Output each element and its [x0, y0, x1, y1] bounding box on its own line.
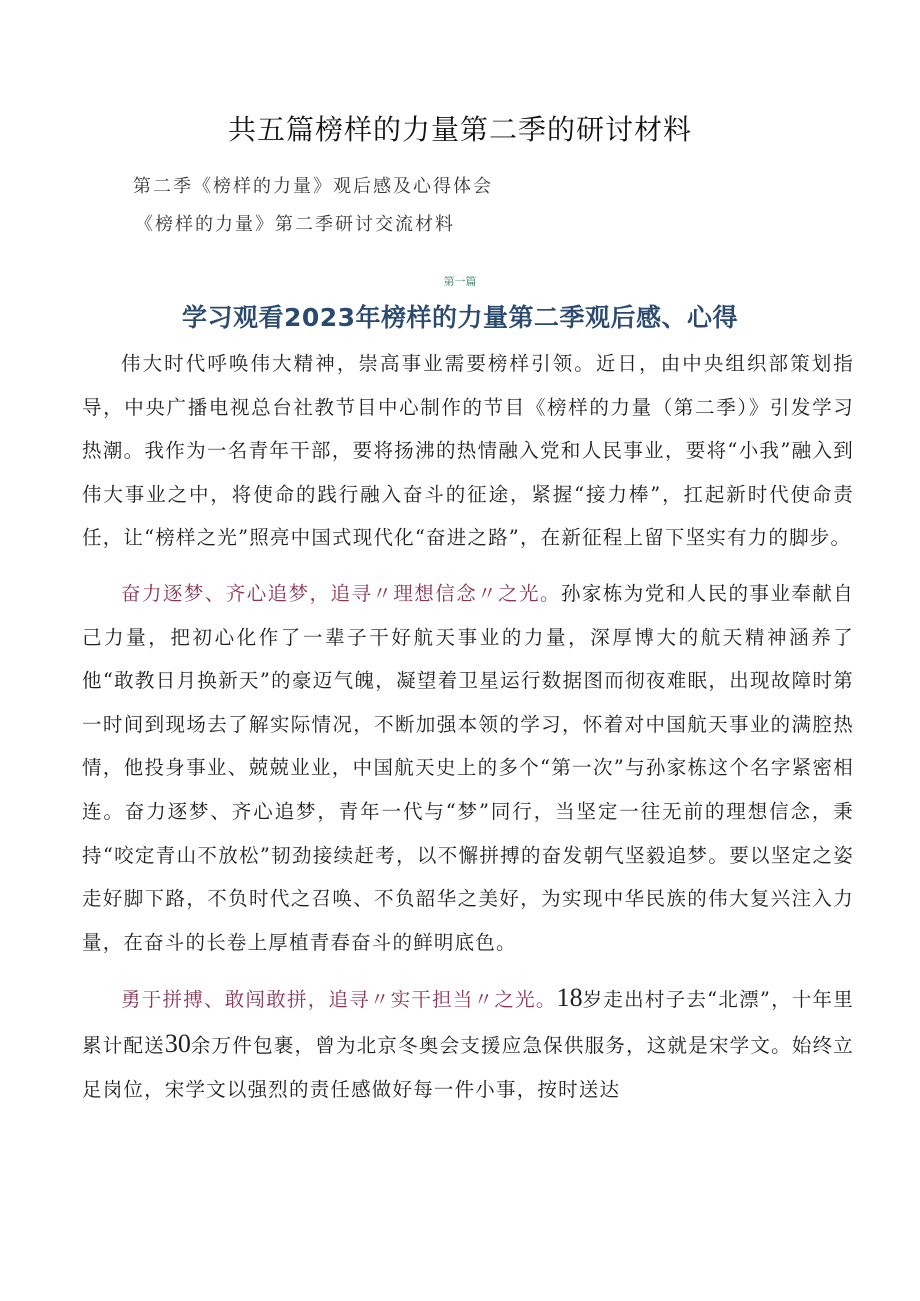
paragraph-3-number-age: 18 [556, 983, 583, 1013]
paragraph-2-text: 孙家栋为党和人民的事业奉献自己力量，把初心化作了一辈子干好航天事业的力量，深厚博大的航天精神涵养了他“敢教日月换新天”的豪迈气魄，凝望着卫星运行数据图而彻夜难眠，出现故障时第一时间到现场去了解实际情况，不断加强本领的学习，怀着对中国航天事业的满腔热情，他投身事业、兢兢业业，中国航天史上的多个“第一次”与孙家栋这个名字紧密相连。奋力逐梦、齐心追梦，青年一代与“梦”同行，当坚定一往无前的理想信念，秉持“咬定青山不放松”韧劲接续赶考，以不懈拼搏的奋发朝气坚毅追梦。要以坚定之姿走好脚下路，不负时代之召唤、不负韶华之美好，为实现中华民族的伟大复兴注入力量，在奋斗的长卷上厚植青春奋斗的鲜明底色。 [82, 581, 854, 954]
paragraph-3-heading: 勇于拼搏、敢闯敢拼，追寻〃实干担当〃之光。 [121, 988, 557, 1012]
table-of-contents [133, 168, 833, 244]
paragraph-1: 伟大时代呼唤伟大精神，崇高事业需要榜样引领。近日，由中央组织部策划指导，中央广播电视总台社教节目中心制作的节目《榜样的力量（第二季）》引发学习热潮。我作为一名青年干部，要将扬沸的热情融入党和人民事业，要将“小我”融入到伟大事业之中，将使命的践行融入奋斗的征途，紧握“接力棒”，扛起新时代使命责任，让“榜样之光”照亮中国式现代化“奋进之路”，在新征程上留下坚实有力的脚步。 [82, 352, 854, 550]
article-body [82, 342, 854, 1111]
paragraph-2-heading: 奋力逐梦、齐心追梦，追寻〃理想信念〃之光。 [121, 581, 561, 605]
paragraph-3-number-packages: 30 [164, 1028, 191, 1058]
toc-item-2: 《榜样的力量》第二季研讨交流材料 [135, 214, 455, 235]
document-title: 共五篇榜样的力量第二季的研讨材料 [227, 113, 692, 146]
paragraph-3 [82, 976, 854, 1111]
paragraph-3-text-1: 岁走出村子去“北漂”，十年里累计配送 [82, 988, 854, 1057]
toc-item-1: 第二季《榜样的力量》观后感及心得体会 [133, 176, 493, 197]
paragraph-2 [82, 572, 854, 964]
article-title: 学习观看2023年榜样的力量第二季观后感、心得 [181, 303, 739, 332]
paragraph-3-text-2: 余万件包裹，曾为北京冬奥会支援应急保供服务，这就是宋学文。始终立足岗位，宋学文以强烈的责任感做好每一件小事，按时送达 [82, 1033, 854, 1101]
part-label: 第一篇 [443, 275, 477, 288]
